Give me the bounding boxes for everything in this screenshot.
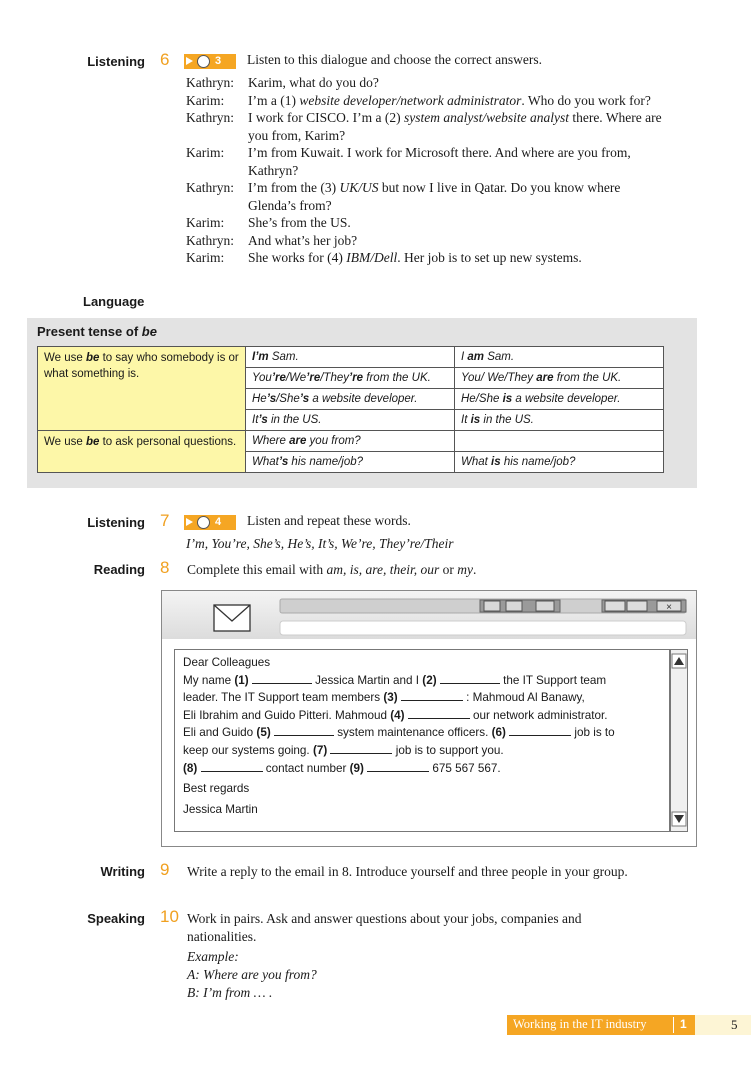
speaker: Kathryn: (186, 232, 234, 248)
text-run: a website developer. (309, 393, 418, 405)
email-salutation: Dear Colleagues (183, 656, 271, 669)
text-run: Sam. (268, 351, 299, 363)
email-line (183, 742, 663, 760)
text-run: or (439, 562, 458, 577)
line-text (248, 92, 666, 110)
text-run: He/She (461, 393, 503, 405)
speaker: Kathryn: (186, 180, 234, 195)
answer-blank[interactable] (509, 724, 571, 736)
answer-blank[interactable] (401, 689, 463, 701)
short-form (246, 452, 455, 473)
text-run: to ask personal questions. (99, 436, 237, 448)
play-icon (186, 57, 193, 65)
instruction (187, 561, 476, 579)
text-run: job is to support you. (392, 743, 504, 757)
dialogue-line (186, 92, 666, 110)
text-run: is (502, 393, 513, 405)
text-run: It (252, 414, 259, 426)
text-run: (2) (422, 673, 437, 687)
grammar-rule (38, 347, 246, 431)
text-run: a website developer. (512, 393, 621, 405)
text-run: We use (44, 436, 86, 448)
instruction: Write a reply to the email in 8. Introduce yourself and three people in your group. (187, 864, 628, 879)
text-run: Sam. (484, 351, 515, 363)
text-run: but now I live in Qatar. Do you know where Glenda’s from? (248, 180, 621, 213)
text-run: his name/job? (288, 456, 364, 468)
word-list: I’m, You’re, She’s, He’s, It’s, We’re, They’re/Their (186, 536, 454, 551)
text-run: are (289, 435, 307, 447)
text-run: from the UK. (553, 372, 622, 384)
line-text (248, 74, 666, 92)
example-line-a: A: Where are you from? (187, 967, 317, 982)
dialogue-line (186, 214, 666, 232)
address-field[interactable] (280, 621, 686, 635)
short-form (246, 431, 455, 452)
grammar-rule (38, 431, 246, 473)
track-number: 4 (215, 515, 222, 528)
dialogue-line (186, 109, 666, 144)
email-line (183, 672, 663, 690)
text-run: (3) (383, 691, 398, 705)
email-text (183, 654, 663, 818)
cd-icon (197, 55, 210, 68)
page-number-box (695, 1015, 751, 1035)
text-run: ’re (349, 372, 364, 384)
example-label: Example: (187, 949, 239, 964)
dialogue (186, 74, 666, 267)
text-run: the IT Support team (499, 673, 607, 687)
text-run: /We (285, 372, 307, 384)
answer-blank[interactable] (440, 672, 500, 684)
text-run: ’s (278, 456, 289, 468)
text-run: /They (320, 372, 349, 384)
text-run: (7) (312, 743, 328, 757)
text-run: my (457, 562, 473, 577)
text-run: Jessica Martin and I (311, 673, 423, 687)
toolbar-graphics (162, 591, 696, 639)
email-signature: Jessica Martin (183, 802, 258, 816)
line-text (248, 249, 666, 267)
text-run: You (252, 372, 272, 384)
grammar-row (38, 347, 664, 368)
answer-blank[interactable] (252, 672, 312, 684)
section-label-reading: Reading (93, 562, 145, 577)
section-label-speaking: Speaking (87, 911, 145, 926)
text-run: (6) (491, 726, 506, 740)
text-run: What (461, 456, 492, 468)
text-run: are (536, 372, 554, 384)
text-run: I work for CISCO. I’m a (2) (248, 110, 404, 125)
text-run: from the UK. (363, 372, 431, 384)
text-run: system maintenance officers. (333, 726, 492, 740)
text-run: (8) (183, 761, 198, 775)
email-line (183, 707, 663, 725)
email-toolbar (162, 591, 696, 639)
grammar-box-title: Present tense of be (37, 324, 157, 339)
text-run: (1) (234, 673, 249, 687)
speaker: Karim: (186, 145, 225, 160)
line-text (248, 214, 666, 232)
answer-blank[interactable] (367, 760, 429, 772)
exercise-number: 8 (160, 558, 170, 577)
text-run: . Who do you work for? (521, 92, 651, 108)
text-run: ’s (299, 393, 310, 405)
unit-number: 1 (680, 1017, 687, 1031)
text-run: be (85, 436, 100, 448)
speaker: Kathryn: (186, 110, 234, 125)
answer-blank[interactable] (274, 724, 334, 736)
text-run: Eli and Guido (183, 726, 257, 740)
instruction: Listen and repeat these words. (247, 513, 411, 528)
speaker: Karim: (186, 92, 225, 108)
text-run: be (85, 352, 100, 364)
text-run: job is to (571, 726, 615, 740)
full-form (455, 389, 664, 410)
section-label-listening: Listening (87, 515, 145, 530)
text-run: ’re (271, 372, 286, 384)
scrollbar[interactable] (670, 649, 688, 832)
text-run: is (491, 456, 501, 468)
text-run: there. Where are you from, Karim? (248, 110, 662, 143)
answer-blank[interactable] (201, 760, 263, 772)
email-closing: Best regards (183, 782, 250, 796)
section-label-writing: Writing (100, 864, 145, 879)
text-run: She’s from the US. (248, 215, 351, 230)
text-run: is (470, 414, 481, 426)
email-body[interactable] (174, 649, 670, 832)
answer-blank[interactable] (408, 707, 470, 719)
text-run: our network administrator. (469, 708, 608, 722)
text-run: What (252, 456, 279, 468)
grammar-box (27, 318, 697, 488)
text-run: I (461, 351, 468, 363)
exercise-number: 10 (160, 907, 179, 926)
unit-title: Working in the IT industry (513, 1017, 647, 1031)
full-form (455, 431, 664, 452)
cd-icon (197, 516, 210, 529)
text-run: (4) (390, 708, 405, 722)
text-run: am, is, are, their, our (326, 562, 440, 577)
text-run: in the US. (480, 414, 534, 426)
page-number: 5 (731, 1017, 738, 1032)
text-run: am (467, 351, 485, 363)
section-label-listening: Listening (87, 54, 145, 69)
text-run: ’s (266, 393, 277, 405)
grammar-row (38, 431, 664, 452)
track-number: 3 (215, 54, 222, 67)
text-run: And what’s her job? (248, 232, 358, 248)
grammar-table (37, 346, 664, 473)
text-run: his name/job? (500, 456, 576, 468)
text-run: I’m (252, 351, 269, 363)
line-text (248, 109, 666, 144)
text-run: website developer/network administrator (299, 92, 522, 108)
exercise-number: 9 (160, 860, 170, 879)
dialogue-line (186, 74, 666, 92)
text-run: . Her job is to set up new systems. (397, 250, 582, 265)
text-run: I’m from the (3) (248, 180, 340, 195)
audio-track-badge[interactable] (184, 52, 236, 70)
text-run: ’re (306, 372, 321, 384)
dialogue-line (186, 249, 666, 267)
full-form (455, 347, 664, 368)
text-run: I’m from Kuwait. I work for Microsoft there. And where are you from, Kathryn? (248, 145, 631, 178)
text-run: system analyst/website analyst (403, 110, 569, 125)
full-form (455, 368, 664, 389)
instruction: Listen to this dialogue and choose the correct answers. (247, 52, 543, 67)
text-run: (5) (256, 726, 271, 740)
text-run: keep our systems going. (183, 743, 313, 757)
text-run: IBM/Dell (346, 250, 398, 265)
short-form (246, 389, 455, 410)
text-run: 675 567 567. (429, 761, 501, 775)
text-run: UK/US (339, 180, 379, 195)
exercise-number: 7 (160, 511, 170, 530)
play-icon (186, 518, 193, 526)
text-run: contact number (262, 761, 350, 775)
answer-blank[interactable] (330, 742, 392, 754)
divider (673, 1017, 674, 1033)
text-run: He (252, 393, 267, 405)
text-run: She works for (4) (248, 250, 347, 265)
forward-icon[interactable] (627, 601, 647, 611)
exercise-number: 6 (160, 50, 170, 69)
speaker: Karim: (186, 250, 225, 265)
full-form (455, 452, 664, 473)
envelope-icon (214, 605, 250, 631)
text-run: : Mahmoud Al Banawy, (462, 691, 585, 705)
instruction: Work in pairs. Ask and answer questions about your jobs, companies and nationalities. (187, 911, 582, 944)
text-run: My name (183, 673, 235, 687)
section-label-language: Language (83, 294, 145, 309)
email-line (183, 724, 663, 742)
audio-track-badge[interactable] (184, 513, 236, 531)
speaker: Kathryn: (186, 75, 234, 90)
line-text (248, 232, 666, 250)
text-run: leader. The IT Support team members (183, 691, 384, 705)
speaker: Karim: (186, 215, 225, 230)
text-run: (9) (349, 761, 364, 775)
text-run: We use (44, 352, 86, 364)
short-form (246, 410, 455, 431)
text-run: /She (276, 393, 300, 405)
text-run: ’s (258, 414, 268, 426)
text-run: It (461, 414, 471, 426)
line-text (248, 179, 666, 214)
text-run: in the US. (267, 414, 322, 426)
footer-bar (507, 1015, 695, 1035)
text-run: Karim, what do you do? (248, 75, 379, 90)
short-form (246, 347, 455, 368)
email-line (183, 760, 663, 778)
line-text (248, 144, 666, 179)
text-run: . (473, 562, 477, 577)
text-run: Where (252, 435, 290, 447)
text-run: You/ We/They (461, 372, 537, 384)
dialogue-line (186, 144, 666, 179)
back-icon[interactable] (605, 601, 625, 611)
email-line (183, 689, 663, 707)
svg-text:×: × (666, 602, 672, 613)
example-line-b: B: I’m from … . (187, 985, 273, 1000)
dialogue-line (186, 179, 666, 214)
text-run: Complete this email with (187, 562, 327, 577)
text-run: you from? (306, 435, 361, 447)
text-run: Eli Ibrahim and Guido Pitteri. Mahmoud (183, 708, 391, 722)
dialogue-line (186, 232, 666, 250)
email-window (161, 590, 697, 847)
text-run: I’m a (1) (248, 92, 300, 108)
short-form (246, 368, 455, 389)
full-form (455, 410, 664, 431)
text-run: to say who somebody is or what something is. (44, 352, 239, 380)
